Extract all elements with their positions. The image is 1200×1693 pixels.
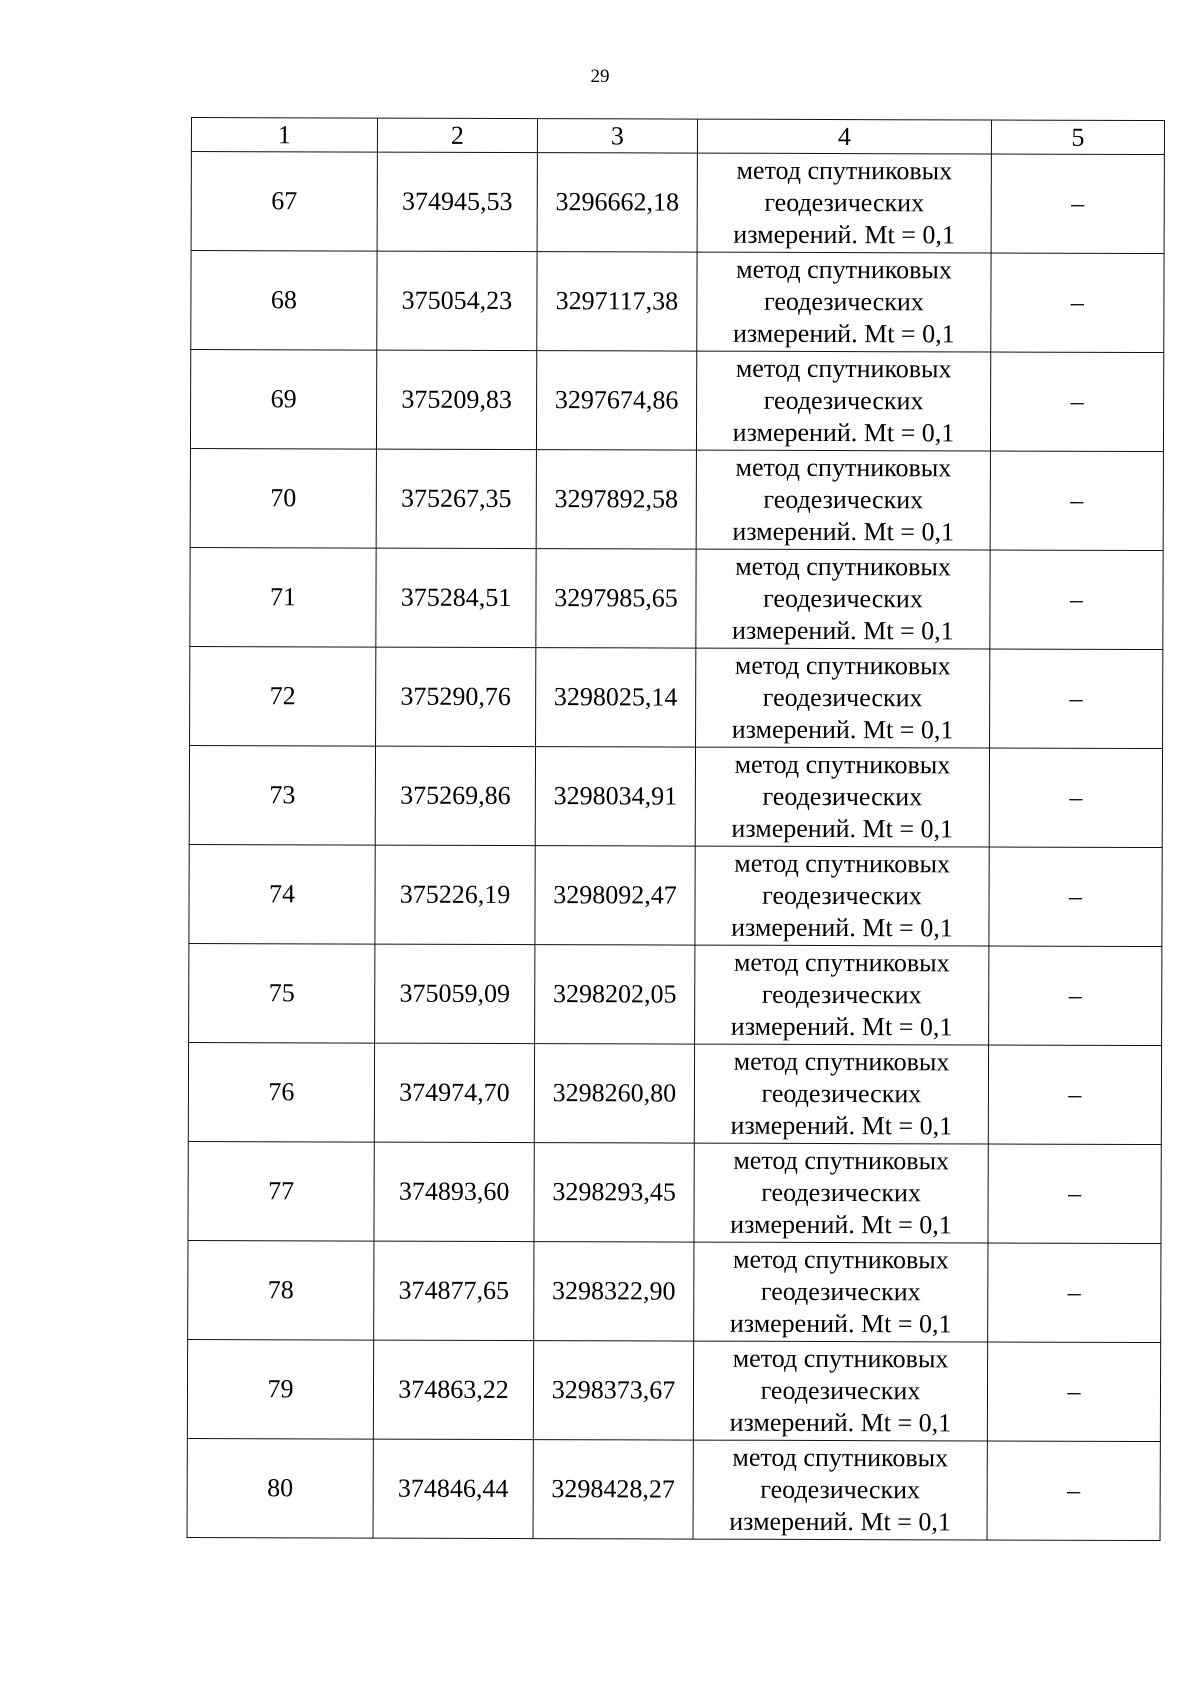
y-coordinate-cell: 3298322,90	[534, 1242, 694, 1342]
table-row	[187, 1339, 1160, 1441]
method-text: измерений. Mt = 0,1	[731, 912, 953, 943]
x-coordinate-cell: 374974,70	[374, 1043, 534, 1143]
method-text: измерений. Mt = 0,1	[731, 714, 954, 745]
method-text: измерений. Mt = 0,1	[730, 1209, 952, 1240]
x-coordinate-cell: 375209,83	[376, 350, 536, 450]
note-cell: –	[990, 352, 1163, 452]
method-text: метод спутниковых	[734, 848, 951, 879]
method-text: геодезических	[762, 682, 923, 713]
method-cell	[697, 153, 991, 253]
table-row	[190, 448, 1163, 550]
method-cell	[693, 1440, 987, 1540]
x-coordinate-cell: 375290,76	[376, 647, 536, 747]
table-row	[190, 547, 1163, 649]
method-text: геодезических	[762, 880, 922, 911]
point-number-cell: 69	[190, 350, 376, 450]
x-coordinate-cell: 375284,51	[376, 548, 536, 648]
table-row	[190, 646, 1163, 748]
method-cell	[693, 1341, 987, 1441]
point-number-cell: 68	[191, 251, 377, 351]
method-text: измерений. Mt = 0,1	[730, 1011, 953, 1042]
method-text: геодезических	[761, 979, 922, 1010]
point-number-cell: 80	[187, 1438, 373, 1538]
method-text: измерений. Mt = 0,1	[732, 417, 955, 448]
y-coordinate-cell: 3297674,86	[536, 351, 696, 451]
method-cell	[694, 1242, 988, 1342]
note-cell: –	[990, 451, 1163, 551]
x-coordinate-cell: 375054,23	[377, 251, 537, 351]
point-number-cell: 76	[188, 1042, 374, 1142]
point-number-cell: 67	[191, 152, 377, 252]
point-number-cell: 70	[190, 448, 376, 548]
method-text: измерений. Mt = 0,1	[733, 219, 955, 250]
method-text: геодезических	[764, 286, 924, 317]
method-text: метод спутниковых	[735, 452, 952, 483]
x-coordinate-cell: 374945,53	[377, 152, 537, 252]
y-coordinate-cell: 3298428,27	[533, 1440, 693, 1540]
table-row	[190, 350, 1163, 452]
table-body	[187, 152, 1164, 1541]
note-cell: –	[991, 154, 1164, 254]
table-row	[188, 1141, 1161, 1243]
point-number-cell: 77	[188, 1141, 374, 1241]
note-cell: –	[989, 847, 1162, 947]
method-text: геодезических	[760, 1474, 921, 1505]
header-cell: 4	[697, 119, 991, 154]
page-number: 29	[590, 66, 610, 87]
method-text: метод спутниковых	[735, 551, 951, 582]
method-cell	[696, 351, 990, 451]
method-cell	[694, 1143, 988, 1243]
note-cell: –	[991, 253, 1164, 353]
table-row	[191, 152, 1164, 254]
method-cell	[695, 747, 989, 847]
x-coordinate-cell: 375269,86	[375, 746, 535, 846]
point-number-cell: 75	[189, 943, 375, 1043]
note-cell: –	[990, 550, 1163, 650]
y-coordinate-cell: 3298092,47	[535, 846, 695, 946]
method-cell	[694, 1044, 988, 1144]
method-text: метод спутниковых	[734, 650, 951, 681]
coordinates-table	[187, 117, 1165, 1541]
header-cell: 3	[537, 119, 697, 154]
note-cell: –	[987, 1441, 1160, 1541]
note-cell: –	[988, 1144, 1161, 1244]
method-cell	[696, 648, 990, 748]
y-coordinate-cell: 3297117,38	[537, 252, 697, 352]
table-row	[189, 943, 1162, 1045]
y-coordinate-cell: 3298260,80	[534, 1044, 694, 1144]
method-text: метод спутниковых	[736, 254, 952, 285]
y-coordinate-cell: 3297985,65	[536, 549, 696, 649]
method-text: измерений. Mt = 0,1	[732, 516, 955, 547]
method-cell	[696, 549, 990, 649]
y-coordinate-cell: 3296662,18	[537, 153, 697, 253]
method-text: метод спутниковых	[732, 1442, 949, 1473]
method-cell	[697, 252, 991, 352]
method-text: измерений. Mt = 0,1	[732, 615, 954, 646]
method-text: метод спутниковых	[734, 749, 951, 780]
y-coordinate-cell: 3297892,58	[536, 450, 696, 550]
method-text: геодезических	[763, 484, 924, 515]
method-text: геодезических	[764, 187, 925, 218]
method-text: измерений. Mt = 0,1	[732, 318, 955, 349]
x-coordinate-cell: 374863,22	[373, 1340, 533, 1440]
method-text: метод спутниковых	[733, 1046, 950, 1077]
note-cell: –	[989, 748, 1162, 848]
method-text: геодезических	[760, 1375, 921, 1406]
method-text: измерений. Mt = 0,1	[729, 1308, 952, 1339]
x-coordinate-cell: 374893,60	[374, 1142, 534, 1242]
point-number-cell: 79	[187, 1339, 373, 1439]
note-cell: –	[988, 1243, 1161, 1343]
method-text: геодезических	[763, 583, 923, 614]
method-text: измерений. Mt = 0,1	[729, 1506, 951, 1537]
point-number-cell: 74	[189, 844, 375, 944]
method-text: геодезических	[761, 1177, 922, 1208]
method-text: геодезических	[761, 1078, 922, 1109]
method-cell	[696, 450, 990, 550]
note-cell: –	[988, 1045, 1161, 1145]
x-coordinate-cell: 375059,09	[375, 944, 535, 1044]
method-text: метод спутниковых	[735, 353, 952, 384]
x-coordinate-cell: 374877,65	[374, 1241, 534, 1341]
y-coordinate-cell: 3298373,67	[533, 1341, 693, 1441]
method-text: геодезических	[763, 385, 924, 416]
method-text: измерений. Mt = 0,1	[731, 813, 954, 844]
table-row	[188, 1240, 1161, 1342]
point-number-cell: 78	[188, 1240, 374, 1340]
method-cell	[695, 945, 989, 1045]
note-cell: –	[989, 946, 1162, 1046]
table-row	[187, 1438, 1160, 1540]
y-coordinate-cell: 3298293,45	[534, 1143, 694, 1243]
method-text: геодезических	[760, 1276, 921, 1307]
header-cell: 1	[191, 118, 377, 153]
table-header-row	[191, 118, 1164, 155]
y-coordinate-cell: 3298025,14	[536, 648, 696, 748]
x-coordinate-cell: 375267,35	[376, 449, 536, 549]
header-cell: 5	[991, 120, 1164, 155]
method-text: измерений. Mt = 0,1	[729, 1407, 952, 1438]
point-number-cell: 73	[189, 745, 375, 845]
method-text: измерений. Mt = 0,1	[730, 1110, 953, 1141]
method-text: геодезических	[762, 781, 923, 812]
table-row	[191, 251, 1164, 353]
table-row	[189, 844, 1162, 946]
x-coordinate-cell: 374846,44	[373, 1439, 533, 1539]
header-cell: 2	[377, 118, 537, 153]
y-coordinate-cell: 3298202,05	[535, 945, 695, 1045]
x-coordinate-cell: 375226,19	[375, 845, 535, 945]
y-coordinate-cell: 3298034,91	[535, 747, 695, 847]
method-text: метод спутниковых	[733, 1244, 949, 1275]
method-cell	[695, 846, 989, 946]
table-row	[189, 745, 1162, 847]
method-text: метод спутниковых	[733, 1145, 950, 1176]
point-number-cell: 72	[190, 646, 376, 746]
note-cell: –	[990, 649, 1163, 749]
note-cell: –	[987, 1342, 1160, 1442]
point-number-cell: 71	[190, 547, 376, 647]
table-row	[188, 1042, 1161, 1144]
method-text: метод спутниковых	[733, 947, 950, 978]
method-text: метод спутниковых	[732, 1343, 949, 1374]
method-text: метод спутниковых	[736, 155, 953, 186]
